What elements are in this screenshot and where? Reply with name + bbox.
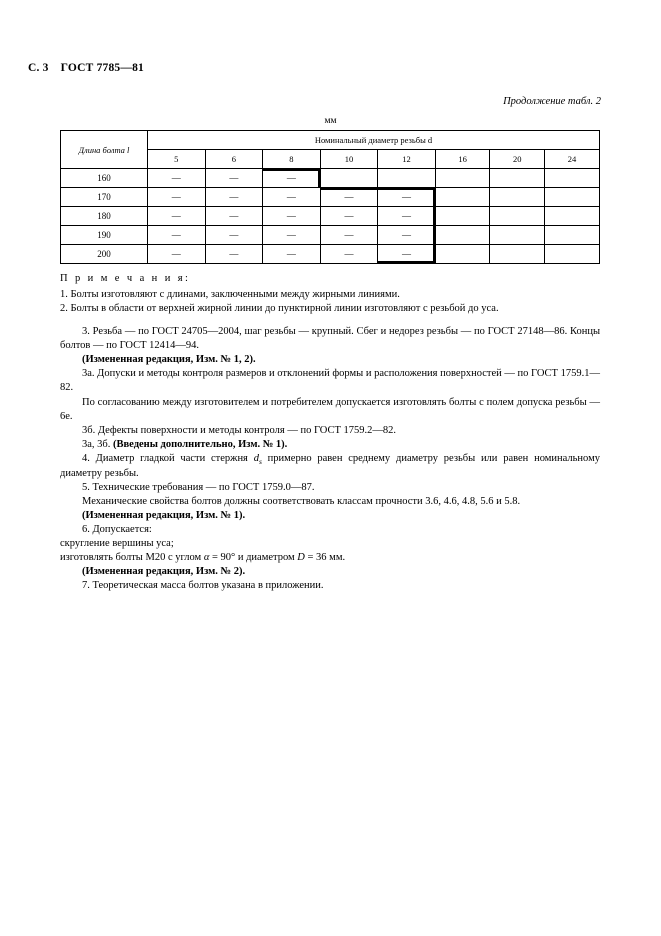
cell-200-24 bbox=[545, 245, 600, 264]
clause-6: 6. Допускается: bbox=[82, 524, 152, 536]
clause-7: 7. Теоретическая масса болтов указана в приложении. bbox=[82, 580, 324, 592]
clause-4-symbol: d bbox=[253, 452, 259, 464]
continuation-label: Продолжение табл. 2 bbox=[503, 96, 601, 107]
note-1: 1. Болты изготовляют с длинами, заключенными между жирными линиями. bbox=[60, 289, 400, 301]
diameter-col-5: 5 bbox=[148, 150, 206, 169]
cell-200-6: — bbox=[205, 245, 263, 264]
clause-6b-diameter-symbol: D bbox=[297, 552, 305, 564]
clause-6b-part1: изготовлять болты М20 с углом bbox=[60, 552, 204, 564]
units-label: мм bbox=[324, 116, 337, 126]
cell-180-8: — bbox=[263, 207, 321, 226]
clause-6b-part2: = 90° и диаметром bbox=[209, 552, 298, 564]
diameter-col-16: 16 bbox=[435, 150, 490, 169]
standard-number: ГОСТ 7785—81 bbox=[60, 62, 144, 74]
clause-3a: 3а. Допуски и методы контроля размеров и отклонений формы и расположения поверхностей — по ГОСТ 1759.1—82. bbox=[60, 368, 600, 394]
table-row bbox=[61, 188, 600, 207]
clause-4-part1: 4. Диаметр гладкой части стержня bbox=[82, 452, 254, 464]
cell-190-10: — bbox=[320, 226, 378, 245]
table-row bbox=[61, 245, 600, 264]
page-number: С. 3 bbox=[28, 62, 49, 74]
clause-4-symbol-index: s bbox=[258, 456, 262, 466]
cell-160-8: — bbox=[263, 169, 321, 188]
clause-6b-alpha: α bbox=[203, 552, 210, 564]
cell-190-12: — bbox=[378, 226, 436, 245]
bolt-length-diameter-table bbox=[60, 130, 600, 264]
clause-5: 5. Технические требования — по ГОСТ 1759.0—87. bbox=[82, 481, 315, 493]
cell-180-20 bbox=[490, 207, 545, 226]
cell-180-6: — bbox=[205, 207, 263, 226]
clause-5-revision: (Измененная редакция, Изм. № 1). bbox=[82, 510, 246, 522]
clause-4 bbox=[60, 452, 600, 481]
cell-160-6: — bbox=[205, 169, 263, 188]
table-row bbox=[61, 207, 600, 226]
diameter-col-12: 12 bbox=[378, 150, 436, 169]
cell-180-12: — bbox=[378, 207, 436, 226]
cell-190-8: — bbox=[263, 226, 321, 245]
clause-3: 3. Резьба — по ГОСТ 24705—2004, шаг резьбы — крупный. Сбег и недорез резьбы — по ГОСТ 27148—86. Концы болтов — по ГОСТ 12414—94. bbox=[60, 326, 600, 352]
cell-170-24 bbox=[545, 188, 600, 207]
clause-3a-continuation: По согласованию между изготовителем и потребителем допускается изготовлять болты с полем допуска резьбы — 6е. bbox=[60, 396, 600, 422]
clause-6b-part3: = 36 мм. bbox=[304, 552, 346, 564]
cell-160-10 bbox=[320, 169, 378, 188]
clause-3-revision: (Измененная редакция, Изм. № 1, 2). bbox=[82, 354, 256, 366]
diameter-col-6: 6 bbox=[205, 150, 263, 169]
cell-190-6: — bbox=[205, 226, 263, 245]
row-length-160: 160 bbox=[61, 169, 148, 188]
table-header-row bbox=[61, 131, 600, 150]
cell-160-5: — bbox=[148, 169, 206, 188]
table-row bbox=[61, 226, 600, 245]
notes-and-body bbox=[60, 272, 600, 593]
clause-6-item-b bbox=[60, 551, 600, 565]
clause-6-item-a: скругление вершины уса; bbox=[60, 538, 174, 550]
cell-180-10: — bbox=[320, 207, 378, 226]
row-length-190: 190 bbox=[61, 226, 148, 245]
cell-170-6: — bbox=[205, 188, 263, 207]
cell-200-20 bbox=[490, 245, 545, 264]
cell-160-20 bbox=[490, 169, 545, 188]
row-length-200: 200 bbox=[61, 245, 148, 264]
cell-180-24 bbox=[545, 207, 600, 226]
header-nominal-diameter: Номинальный диаметр резьбы d bbox=[148, 131, 600, 150]
row-length-170: 170 bbox=[61, 188, 148, 207]
clause-3ab-prefix: 3а, 3б. bbox=[82, 438, 114, 450]
note-2: 2. Болты в области от верхней жирной линии до пунктирной линии изготовляют с резьбой до уса. bbox=[60, 303, 499, 315]
clause-6-revision: (Измененная редакция, Изм. № 2). bbox=[82, 566, 246, 578]
cell-180-16 bbox=[435, 207, 490, 226]
diameter-col-20: 20 bbox=[490, 150, 545, 169]
cell-170-8: — bbox=[263, 188, 321, 207]
cell-170-16 bbox=[435, 188, 490, 207]
clause-4-part2: примерно равен среднему диаметру резьбы или равен номинальному диаметру резьбы. bbox=[60, 452, 600, 479]
cell-170-5: — bbox=[148, 188, 206, 207]
diameter-col-10: 10 bbox=[320, 150, 378, 169]
cell-200-12: — bbox=[378, 245, 436, 264]
cell-190-5: — bbox=[148, 226, 206, 245]
header-bolt-length: Длина болта l bbox=[61, 131, 148, 169]
clause-5-continuation: Механические свойства болтов должны соответствовать классам прочности 3.6, 4.6, 4.8, 5.6 и 5.8. bbox=[82, 496, 521, 508]
row-length-180: 180 bbox=[61, 207, 148, 226]
cell-200-8: — bbox=[263, 245, 321, 264]
cell-170-10: — bbox=[320, 188, 378, 207]
table-row bbox=[61, 169, 600, 188]
cell-200-16 bbox=[435, 245, 490, 264]
cell-190-24 bbox=[545, 226, 600, 245]
clause-3b: 3б. Дефекты поверхности и методы контроля — по ГОСТ 1759.2—82. bbox=[82, 424, 397, 436]
diameter-col-24: 24 bbox=[545, 150, 600, 169]
cell-160-12 bbox=[378, 169, 436, 188]
page-header bbox=[28, 62, 144, 74]
cell-200-5: — bbox=[148, 245, 206, 264]
clause-3ab-revision bbox=[60, 438, 600, 452]
cell-170-12: — bbox=[378, 188, 436, 207]
cell-160-16 bbox=[435, 169, 490, 188]
cell-190-16 bbox=[435, 226, 490, 245]
cell-180-5: — bbox=[148, 207, 206, 226]
notes-title: П р и м е ч а н и я: bbox=[60, 273, 191, 284]
cell-200-10: — bbox=[320, 245, 378, 264]
cell-160-24 bbox=[545, 169, 600, 188]
cell-190-20 bbox=[490, 226, 545, 245]
diameter-col-8: 8 bbox=[263, 150, 321, 169]
cell-170-20 bbox=[490, 188, 545, 207]
clause-3ab-revision-text: (Введены дополнительно, Изм. № 1). bbox=[113, 438, 288, 450]
